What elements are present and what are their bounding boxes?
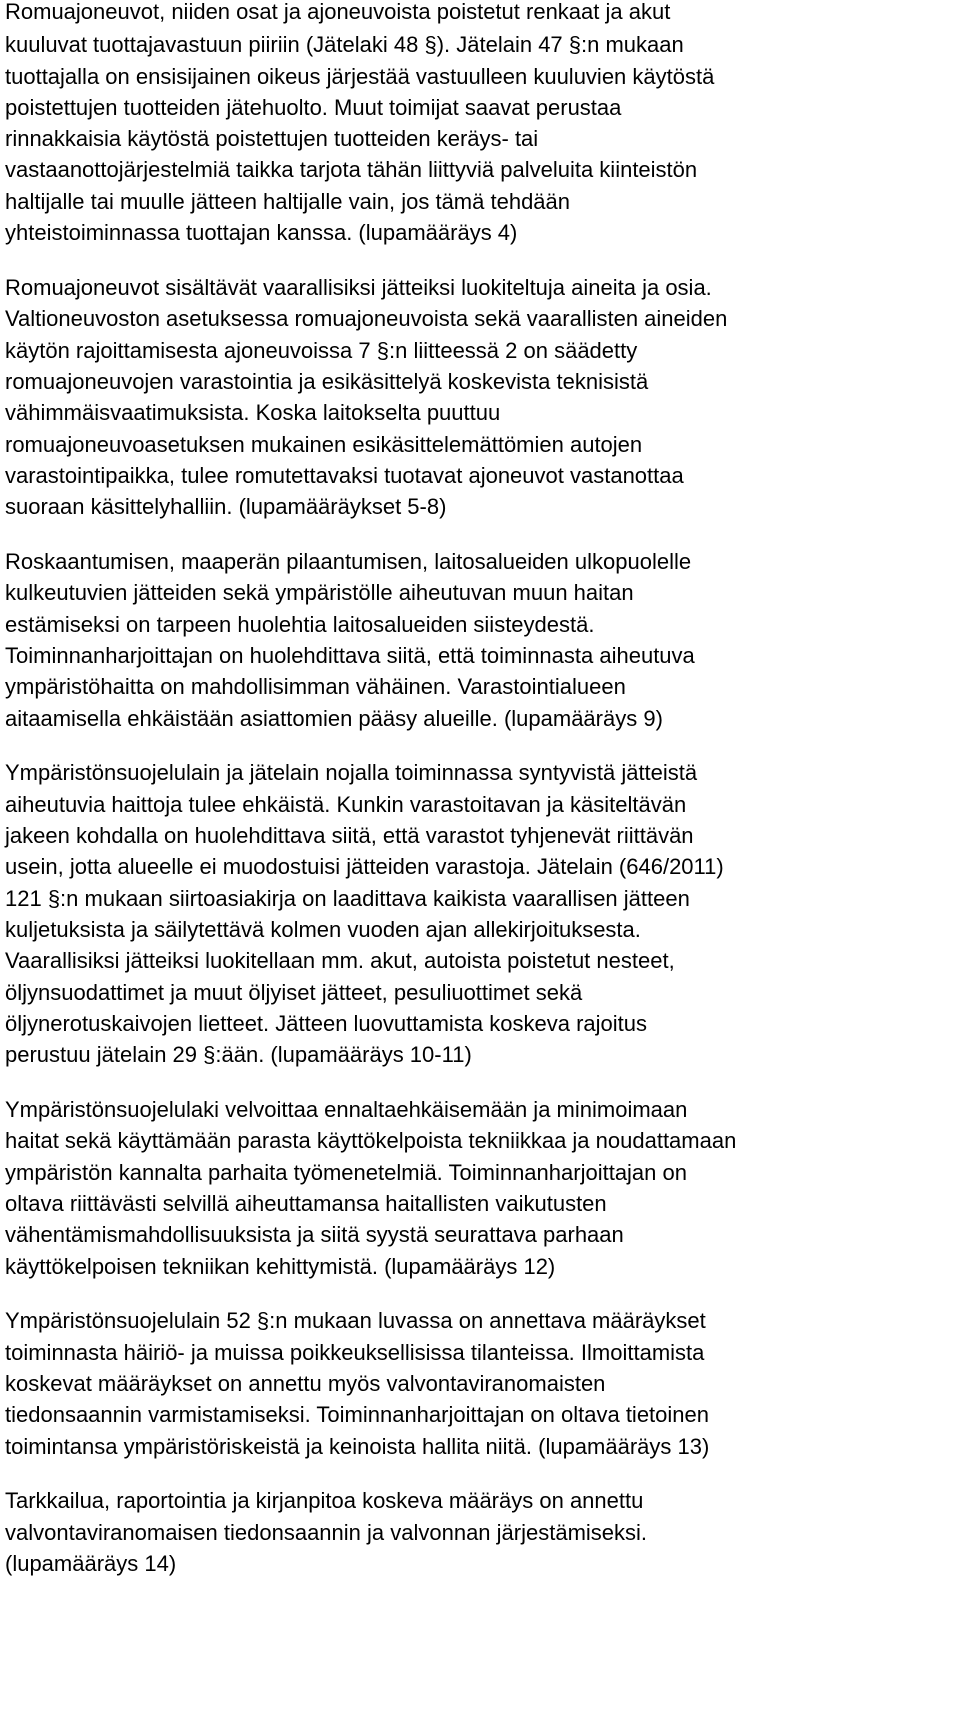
text-line: kulkeutuvien jätteiden sekä ympäristölle aiheutuvan muun haitan: [5, 580, 634, 605]
text-line: Roskaantumisen, maaperän pilaantumisen, laitosalueiden ulkopuolelle: [5, 549, 692, 574]
text-line: vähimmäisvaatimuksista. Koska laitokselta puuttuu: [5, 400, 501, 425]
text-line: estämiseksi on tarpeen huolehtia laitosalueiden siisteydestä.: [5, 612, 595, 637]
text-line: romuajoneuvoasetuksen mukainen esikäsittelemättömien autojen: [5, 432, 643, 457]
text-line: vastaanottojärjestelmiä taikka tarjota tähän liittyviä palveluita kiinteistön: [5, 157, 698, 182]
text-line: tuottajalla on ensisijainen oikeus järjestää vastuulleen kuuluvien käytöstä: [5, 64, 715, 89]
text-line: öljynsuodattimet ja muut öljyiset jätteet, pesuliuottimet sekä: [5, 980, 583, 1005]
text-line: haitat sekä käyttämään parasta käyttökelpoista tekniikkaa ja noudattamaan: [5, 1128, 737, 1153]
text-line: poistettujen tuotteiden jätehuolto. Muut toimijat saavat perustaa: [5, 95, 622, 120]
text-line: 121 §:n mukaan siirtoasiakirja on laadittava kaikista vaarallisen jätteen: [5, 886, 690, 911]
text-line: rinnakkaisia käytöstä poistettujen tuotteiden keräys- tai: [5, 126, 539, 151]
text-line: oltava riittävästi selvillä aiheuttamansa haitallisten vaikutusten: [5, 1191, 607, 1216]
text-line: usein, jotta alueelle ei muodostuisi jätteiden varastoja. Jätelain (646/2011): [5, 854, 724, 879]
text-line: ympäristön kannalta parhaita työmenetelmiä. Toiminnanharjoittajan on: [5, 1160, 687, 1185]
text-line: Valtioneuvoston asetuksessa romuajoneuvoista sekä vaarallisten aineiden: [5, 306, 728, 331]
text-line: toiminnasta häiriö- ja muissa poikkeuksellisissa tilanteissa. Ilmoittamista: [5, 1340, 705, 1365]
text-line: suoraan käsittelyhalliin. (lupamääräykset 5-8): [5, 494, 447, 519]
text-line: Ympäristönsuojelulain 52 §:n mukaan luvassa on annettava määräykset: [5, 1308, 706, 1333]
text-line: tiedonsaannin varmistamiseksi. Toiminnanharjoittajan on oltava tietoinen: [5, 1402, 709, 1427]
text-line: Ympäristönsuojelulain ja jätelain nojalla toiminnassa syntyvistä jätteistä: [5, 760, 698, 785]
text-line: haltijalle tai muulle jätteen haltijalle vain, jos tämä tehdään: [5, 189, 571, 214]
text-line: jakeen kohdalla on huolehdittava siitä, että varastot tyhjenevät riittävän: [5, 823, 694, 848]
text-line: valvontaviranomaisen tiedonsaannin ja valvonnan järjestämiseksi.: [5, 1520, 648, 1545]
text-line: (lupamääräys 14): [5, 1551, 177, 1576]
text-line: toimintansa ympäristöriskeistä ja keinoista hallita niitä. (lupamääräys 13): [5, 1434, 710, 1459]
text-line: vähentämismahdollisuuksista ja siitä syystä seurattava parhaan: [5, 1222, 624, 1247]
text-line: Toiminnanharjoittajan on huolehdittava siitä, että toiminnasta aiheutuva: [5, 643, 695, 668]
text-line: romuajoneuvojen varastointia ja esikäsittelyä koskevista teknisistä: [5, 369, 649, 394]
text-line: öljynerotuskaivojen lietteet. Jätteen luovuttamista koskeva rajoitus: [5, 1011, 648, 1036]
text-line: ympäristöhaitta on mahdollisimman vähäinen. Varastointialueen: [5, 674, 626, 699]
text-line: Ympäristönsuojelulaki velvoittaa ennaltaehkäisemään ja minimoimaan: [5, 1097, 688, 1122]
text-line: käyttökelpoisen tekniikan kehittymistä. (lupamääräys 12): [5, 1254, 556, 1279]
text-line: perustuu jätelain 29 §:ään. (lupamääräys 10-11): [5, 1042, 472, 1067]
text-line: Vaarallisiksi jätteiksi luokitellaan mm. akut, autoista poistetut nesteet,: [5, 948, 675, 973]
text-line: aiheutuvia haittoja tulee ehkäistä. Kunkin varastoitavan ja käsiteltävän: [5, 792, 687, 817]
text-line: varastointipaikka, tulee romutettavaksi tuotavat ajoneuvot vastanottaa: [5, 463, 684, 488]
text-line: Romuajoneuvot, niiden osat ja ajoneuvoista poistetut renkaat ja akut: [5, 0, 671, 24]
text-line: Romuajoneuvot sisältävät vaarallisiksi jätteiksi luokiteltuja aineita ja osia.: [5, 275, 712, 300]
text-line: kuuluvat tuottajavastuun piiriin (Jätelaki 48 §). Jätelain 47 §:n mukaan: [5, 32, 684, 57]
text-line: koskevat määräykset on annettu myös valvontaviranomaisten: [5, 1371, 606, 1396]
text-line: yhteistoiminnassa tuottajan kanssa. (lupamääräys 4): [5, 220, 518, 245]
text-line: käytön rajoittamisesta ajoneuvoissa 7 §:n liitteessä 2 on säädetty: [5, 338, 638, 363]
text-line: kuljetuksista ja säilytettävä kolmen vuoden ajan allekirjoituksesta.: [5, 917, 641, 942]
text-line: aitaamisella ehkäistään asiattomien pääsy alueille. (lupamääräys 9): [5, 706, 663, 731]
text-line: Tarkkailua, raportointia ja kirjanpitoa koskeva määräys on annettu: [5, 1488, 644, 1513]
